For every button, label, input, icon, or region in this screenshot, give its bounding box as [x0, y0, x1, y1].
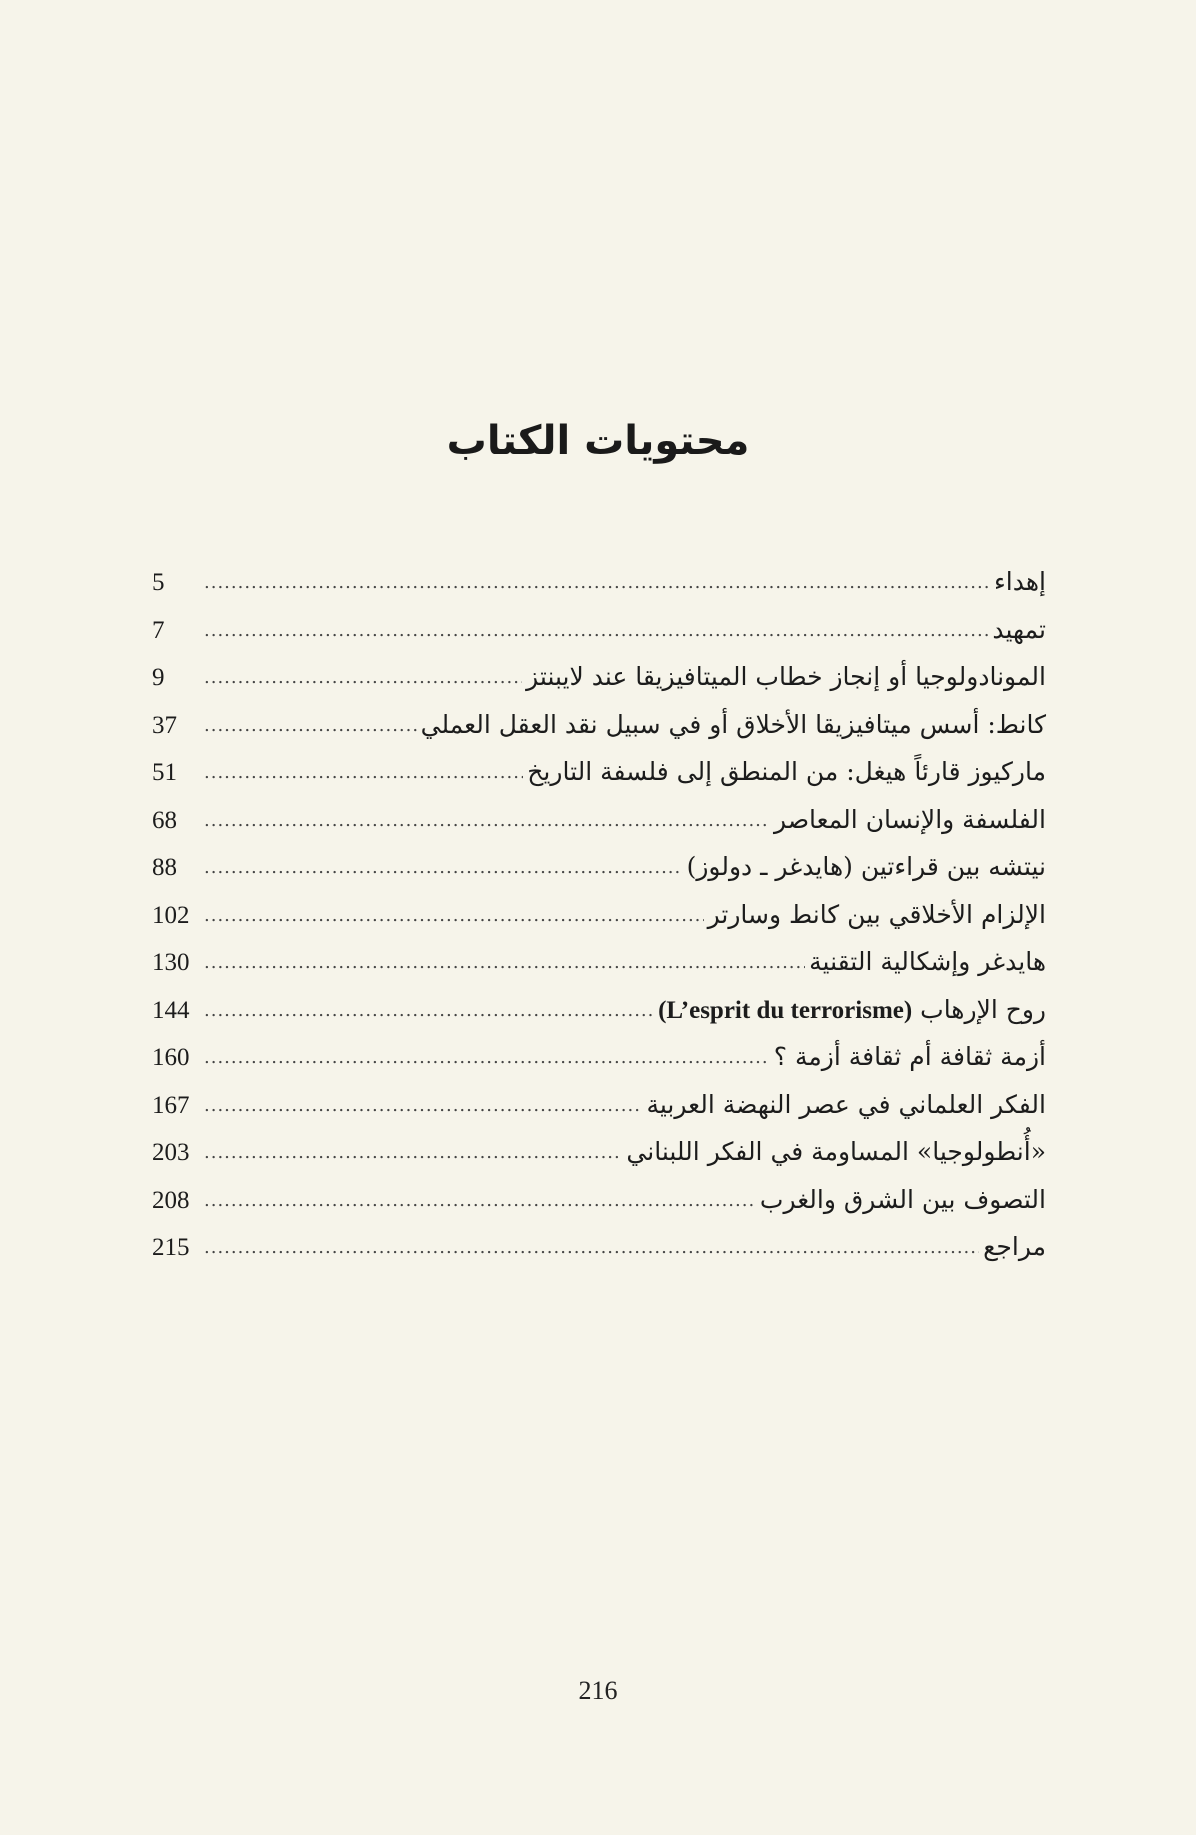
toc-entry [152, 1128, 1046, 1176]
toc-leader-dots [204, 892, 704, 940]
toc-entry-page: 130 [152, 949, 190, 976]
toc-entry [152, 843, 1046, 891]
toc-entry-title: «أُنطولوجيا» المساومة في الفكر اللبناني [626, 1137, 1046, 1166]
toc-entry [152, 1223, 1046, 1271]
toc-entry [152, 986, 1046, 1034]
toc-entry-page: 203 [152, 1139, 190, 1166]
toc-leader-dots [204, 1034, 770, 1082]
toc-entry-title: كانط: أسس ميتافيزيقا الأخلاق أو في سبيل نقد العقل العملي [420, 709, 1046, 739]
toc-entry [152, 606, 1046, 654]
toc-entry-page: 88 [152, 854, 177, 881]
toc-leader-dots [204, 749, 523, 797]
toc-entry-page: 167 [152, 1091, 190, 1119]
toc-entry [152, 1033, 1046, 1081]
toc-leader-dots [204, 1177, 756, 1225]
toc-leader-dots [204, 702, 417, 750]
toc-entry-title: ماركيوز قارئاً هيغل: من المنطق إلى فلسفة التاريخ [527, 757, 1046, 786]
toc-entry-page: 144 [152, 996, 190, 1024]
toc-entry-page: 160 [152, 1044, 190, 1071]
toc-leader-dots [204, 939, 805, 987]
toc-entry [152, 653, 1046, 701]
toc-entry-page: 102 [152, 901, 190, 929]
toc-entry-title: الإلزام الأخلاقي بين كانط وسارتر [707, 899, 1046, 929]
toc-entry-title: المونادولوجيا أو إنجاز خطاب الميتافيزيقا عند لايبنتز [526, 662, 1046, 691]
toc-entry-page: 37 [152, 711, 177, 739]
toc-leader-dots [204, 1224, 979, 1272]
page-number: 216 [578, 1676, 618, 1705]
toc-entry-page: 9 [152, 664, 165, 691]
toc-entry-title: الفلسفة والإنسان المعاصر [774, 804, 1046, 834]
toc-entry [152, 748, 1046, 796]
toc-leader-dots [204, 1129, 622, 1177]
toc-entry-title [654, 986, 1046, 1035]
toc-entry [152, 1176, 1046, 1224]
toc-entry [152, 558, 1046, 606]
toc-entry-title-latin: (L’esprit du terrorisme) [658, 996, 913, 1024]
toc-entry-title: تمهيد [992, 614, 1046, 644]
toc-entry-page: 68 [152, 806, 177, 834]
toc-leader-dots [204, 607, 988, 655]
toc-leader-dots [204, 654, 522, 702]
toc-leader-dots [204, 987, 654, 1035]
toc-leader-dots [204, 797, 770, 845]
toc-entry-title: مراجع [983, 1232, 1046, 1261]
toc-entry-title: نيتشه بين قراءتين (هايدغر ـ دولوز) [686, 852, 1046, 881]
toc-entry-title: هايدغر وإشكالية التقنية [809, 947, 1046, 976]
toc-leader-dots [204, 559, 990, 607]
toc-entry-title: التصوف بين الشرق والغرب [759, 1184, 1046, 1214]
toc-entry [152, 938, 1046, 986]
page-title: محتويات الكتاب [446, 418, 750, 464]
toc-entry [152, 891, 1046, 939]
toc-leader-dots [204, 1082, 642, 1130]
toc-entry-title-arabic: روح الإرهاب [920, 994, 1046, 1024]
toc-entry-title: أزمة ثقافة أم ثقافة أزمة ؟ [773, 1042, 1046, 1071]
toc-entry [152, 701, 1046, 749]
toc-entry-page: 208 [152, 1186, 190, 1214]
table-of-contents [152, 558, 1046, 1271]
toc-entry [152, 1081, 1046, 1129]
toc-entry-title: إهداء [994, 567, 1046, 596]
toc-entry-title: الفكر العلماني في عصر النهضة العربية [646, 1089, 1046, 1119]
toc-entry-page: 51 [152, 759, 177, 786]
toc-entry-page: 7 [152, 616, 165, 644]
toc-entry [152, 796, 1046, 844]
toc-leader-dots [204, 844, 683, 892]
toc-entry-page: 5 [152, 569, 165, 596]
toc-entry-page: 215 [152, 1234, 190, 1261]
